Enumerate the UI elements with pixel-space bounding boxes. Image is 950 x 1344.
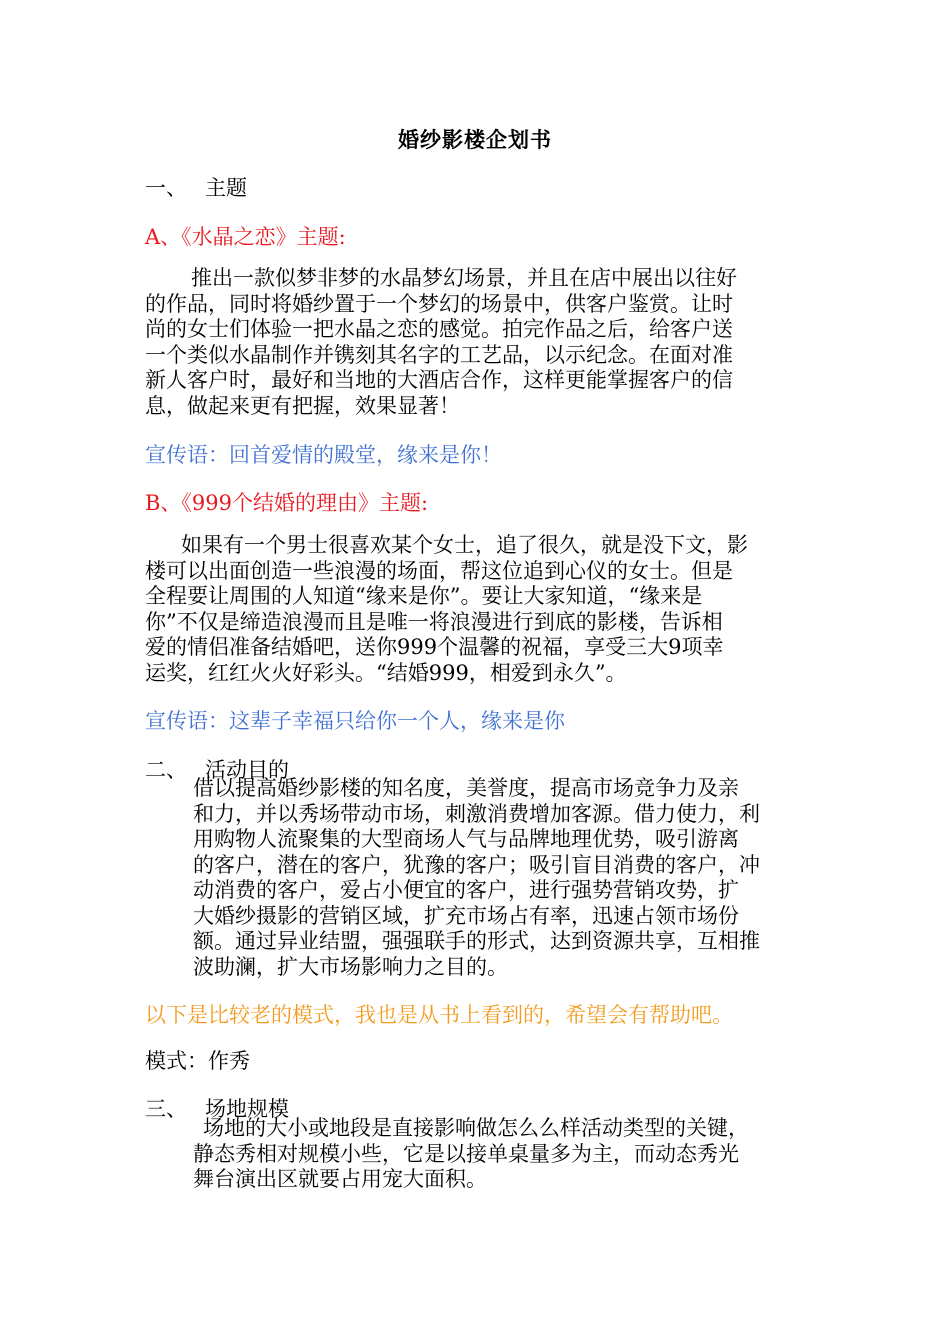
paragraph-line: 用购物人流聚集的大型商场人气与品牌地理优势，吸引游离 — [193, 827, 739, 851]
paragraph-line: 如果有一个男士很喜欢某个女士，追了很久，就是没下文，影 — [181, 533, 748, 557]
paragraph-line: 场地的大小或地段是直接影响做怎么么样活动类型的关键， — [203, 1116, 749, 1140]
section-number: 二、 — [145, 758, 187, 782]
document-title: 婚纱影楼企划书 — [398, 128, 552, 152]
paragraph-line: 楼可以出面创造一些浪漫的场面，帮这位追到心仪的女士。但是 — [145, 558, 733, 583]
paragraph-line: 你”不仅是缔造浪漫而且是唯一将浪漫进行到底的影楼，告诉相 — [145, 609, 723, 634]
theme-a-paragraph — [145, 266, 805, 419]
theme-b-paragraph — [145, 533, 805, 686]
paragraph-line: 静态秀相对规模小些，它是以接单桌量多为主，而动态秀光 — [193, 1141, 739, 1166]
section-number: 三、 — [145, 1097, 187, 1121]
paragraph-line: 和力，并以秀场带动市场，刺激消费增加客源。借力使力，利 — [193, 801, 760, 826]
paragraph-line: 推出一款似梦非梦的水晶梦幻场景，并且在店中展出以往好 — [191, 266, 737, 290]
paragraph-line: 的客户，潜在的客户，犹豫的客户；吸引盲目消费的客户，冲 — [193, 852, 760, 877]
theme-a-slogan: 宣传语：回首爱情的殿堂，缘来是你！ — [145, 443, 502, 467]
paragraph-line: 爱的情侣准备结婚吧，送你999个温馨的祝福，享受三大9项幸 — [145, 635, 724, 659]
paragraph-line: 全程要让周围的人知道“缘来是你”。要让大家知道，“缘来是 — [145, 584, 703, 608]
note-text: 以下是比较老的模式，我也是从书上看到的，希望会有帮助吧。 — [145, 1003, 733, 1027]
paragraph-line: 动消费的客户，爱占小便宜的客户，进行强势营销攻势，扩 — [193, 878, 739, 902]
paragraph-line: 大婚纱摄影的营销区域，扩充市场占有率，迅速占领市场份 — [193, 903, 739, 928]
paragraph-line: 波助澜，扩大市场影响力之目的。 — [193, 954, 508, 979]
paragraph-line: 一个类似水晶制作并镌刻其名字的工艺品，以示纪念。在面对准 — [145, 342, 733, 367]
paragraph-line: 运奖，红红火火好彩头。“结婚999，相爱到永久”。 — [145, 660, 627, 685]
mode-text: 模式：作秀 — [145, 1049, 250, 1073]
paragraph-line: 新人客户时，最好和当地的大酒店合作，这样更能掌握客户的信 — [145, 368, 733, 392]
venue-paragraph — [193, 1116, 808, 1193]
paragraph-line: 息，做起来更有把握，效果显著！ — [145, 393, 460, 418]
paragraph-line: 的作品，同时将婚纱置于一个梦幻的场景中，供客户鉴赏。让时 — [145, 291, 733, 316]
theme-b-heading: B、《999个结婚的理由》主题: — [145, 491, 429, 515]
section-heading-theme — [145, 172, 247, 202]
purpose-paragraph — [193, 776, 808, 980]
section-title: 场地规模 — [205, 1097, 289, 1121]
theme-a-heading: A、《水晶之恋》主题: — [145, 225, 346, 249]
section-title: 活动目的 — [205, 758, 289, 782]
paragraph-line: 额。通过异业结盟，强强联手的形式，达到资源共享，互相推 — [193, 929, 760, 953]
section-title: 主题 — [205, 176, 247, 200]
paragraph-line: 借以提高婚纱影楼的知名度，美誉度，提高市场竞争力及亲 — [193, 776, 739, 800]
paragraph-line: 尚的女士们体验一把水晶之恋的感觉。拍完作品之后，给客户送 — [145, 317, 733, 341]
paragraph-line: 舞台演出区就要占用宠大面积。 — [193, 1167, 487, 1191]
theme-b-slogan: 宣传语：这辈子幸福只给你一个人，缘来是你 — [145, 709, 565, 733]
section-number: 一、 — [145, 176, 187, 200]
